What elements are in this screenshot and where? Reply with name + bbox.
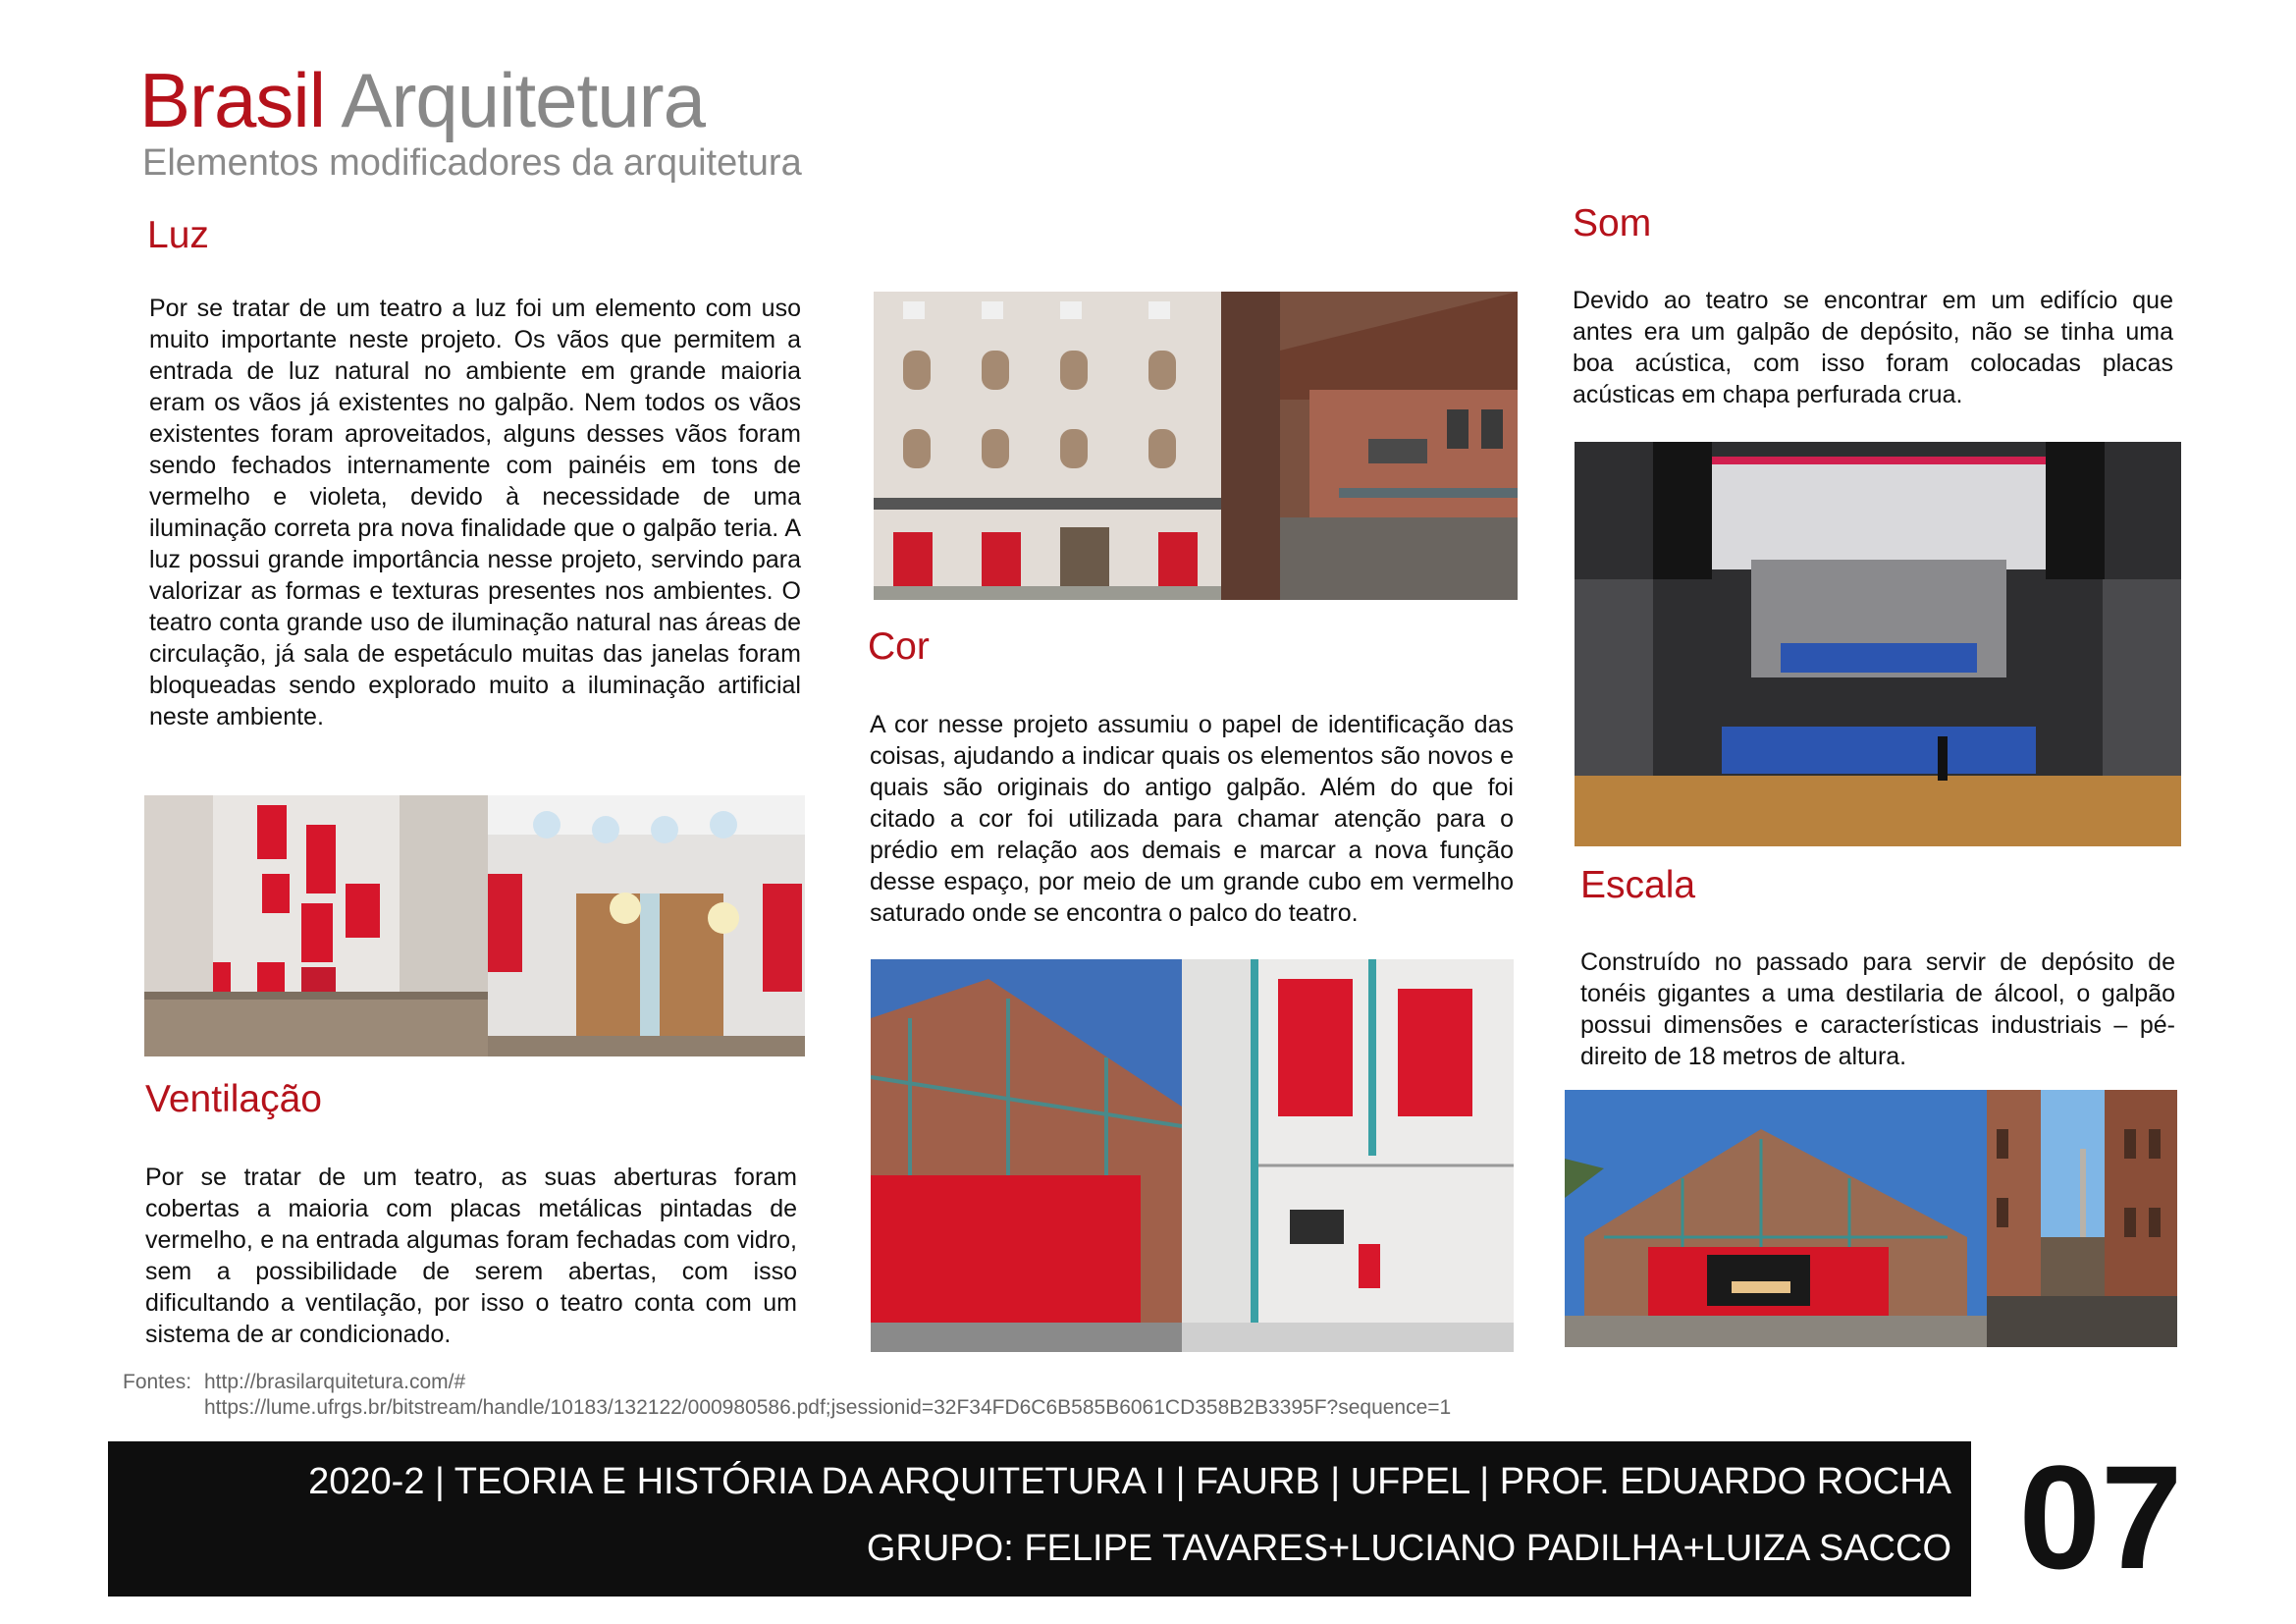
sources-label: Fontes: <box>123 1371 192 1393</box>
footer-bar <box>108 1441 1971 1597</box>
section-text-cor: A cor nesse projeto assumiu o papel de identificação das coisas, ajudando a indicar quais os elementos são novos e quais são originais do antigo galpão. Além do que foi citado a cor foi utilizada para chamar atenção para o prédio em relação aos demais e marcar a nova função desse espaço, por meio de um grande cubo em vermelho saturado onde se encontra o palco do teatro. <box>870 711 1514 927</box>
page-number: 07 <box>2018 1435 2183 1599</box>
page-subtitle: Elementos modificadores da arquitetura <box>142 142 802 184</box>
page-title <box>139 57 705 143</box>
photo-luz-interior-2 <box>488 795 805 1056</box>
source-link-2[interactable]: https://lume.ufrgs.br/bitstream/handle/10183/132122/000980586.pdf;jsessionid=32F34FD6C6B585B6061CD358B2B3395F?sequence=1 <box>204 1396 1452 1419</box>
source-link-1[interactable]: http://brasilarquitetura.com/# <box>204 1371 466 1393</box>
title-second-word: Arquitetura <box>341 57 705 143</box>
photo-escala-alley <box>1987 1090 2177 1347</box>
footer-group-line: GRUPO: FELIPE TAVARES+LUCIANO PADILHA+LUIZA SACCO <box>866 1528 1951 1569</box>
section-heading-escala: Escala <box>1580 864 1696 906</box>
section-heading-luz: Luz <box>147 214 209 256</box>
photo-som-auditorium <box>1575 442 2181 846</box>
section-text-luz: Por se tratar de um teatro a luz foi um elemento com uso muito importante neste projeto. Os vãos que permitem a entrada de luz natural no ambiente em grande maioria eram os vãos já existentes no galpão. Nem todos os vãos existentes foram aproveitados, alguns desses vãos foram sendo fechados internamente com painéis em tons de vermelho e violeta, devido à necessidade de uma iluminação correta pra nova finalidade que o galpão teria. A luz possui grande importância nesse projeto, servindo para valorizar as formas e texturas presentes nos ambientes. O teatro conta grande uso de iluminação natural nas áreas de circulação, já sala de espetáculo muitas das janelas foram bloqueadas sendo explorado muito a iluminação artificial neste ambiente. <box>149 295 801 731</box>
photo-cor-brick-building <box>1221 292 1518 600</box>
section-text-ventilacao: Por se tratar de um teatro, as suas aberturas foram cobertas a maioria com placas metálicas pintadas de vermelho, e na entrada algumas foram fechadas com vidro, sem a possibilidade de serem abertas, com isso dificultando a ventilação, por isso o teatro conta com um sistema de ar condicionado. <box>145 1164 797 1348</box>
photo-cor-red-panels-interior <box>1182 959 1514 1352</box>
section-text-escala: Construído no passado para servir de depósito de tonéis gigantes a uma destilaria de álcool, o galpão possui dimensões e características industriais – pé-direito de 18 metros de altura. <box>1580 948 2175 1070</box>
photo-cor-facade-interior <box>874 292 1221 600</box>
title-brand-word: Brasil <box>139 57 326 143</box>
footer-course-line: 2020-2 | TEORIA E HISTÓRIA DA ARQUITETURA I | FAURB | UFPEL | PROF. EDUARDO ROCHA <box>308 1461 1951 1502</box>
section-text-som: Devido ao teatro se encontrar em um edifício que antes era um galpão de depósito, não se tinha uma boa acústica, com isso foram colocadas placas acústicas em chapa perfurada crua. <box>1573 287 2173 408</box>
photo-cor-red-cube-exterior <box>871 959 1182 1352</box>
photo-escala-warehouse-exterior <box>1565 1090 1987 1347</box>
photo-luz-interior-1 <box>144 795 488 1056</box>
section-heading-cor: Cor <box>868 625 930 668</box>
section-heading-som: Som <box>1573 202 1652 244</box>
section-heading-ventilacao: Ventilação <box>145 1078 322 1120</box>
